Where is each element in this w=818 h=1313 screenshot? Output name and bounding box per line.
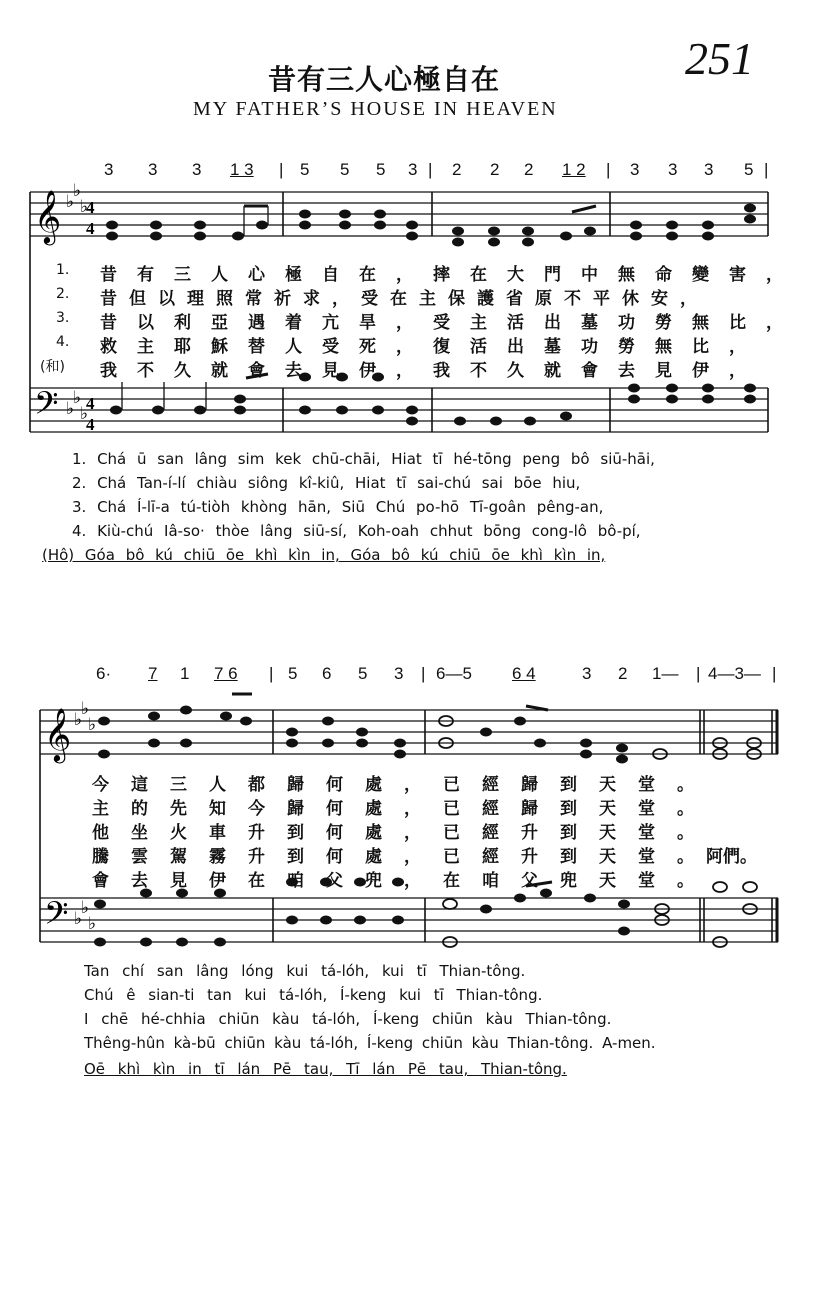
svg-text:♭: ♭ bbox=[81, 699, 90, 719]
verse-label: 1. bbox=[56, 262, 70, 278]
romanized-lyric-line: 4. Kiù-chú Iâ-so· thòe lâng siū-sí, Koh-oah chhut bōng cong-lô bô-pí, bbox=[72, 522, 641, 540]
svg-text:♭: ♭ bbox=[74, 710, 83, 730]
chinese-lyric-line: 會去見伊在咱父兜，在咱父兜天堂。 bbox=[92, 871, 716, 891]
svg-text:♭: ♭ bbox=[66, 399, 75, 419]
verse-label: (和) bbox=[40, 359, 65, 375]
chinese-lyric-line: 昔有三人心極自在，摔在大門中無命變害， bbox=[100, 265, 803, 285]
chinese-lyric-line: 主的先知今歸何處，已經歸到天堂。 bbox=[92, 799, 716, 819]
treble-staff-1 bbox=[30, 192, 768, 236]
chinese-lyric-line: 我不久就會去見伊，我不久就會去見伊， bbox=[100, 361, 766, 381]
amen-chinese: 阿們。 bbox=[706, 847, 757, 867]
svg-text:4: 4 bbox=[86, 394, 95, 413]
romanized-lyric-line: Tan chí san lâng lóng kui tá-lóh, kui tī Thian-tông. bbox=[84, 962, 526, 980]
treble-clef-icon: 𝄞 bbox=[44, 707, 72, 761]
chinese-lyric-line: 救主耶穌替人受死，復活出墓功勞無比， bbox=[100, 337, 766, 357]
bass-staff-1 bbox=[30, 388, 768, 432]
bass-clef-icon: 𝄢 bbox=[34, 385, 59, 429]
svg-text:♭: ♭ bbox=[81, 898, 90, 918]
chinese-lyric-line: 昔但以理照常祈求，受在主保護省原不平休安， bbox=[100, 289, 709, 309]
romanized-lyric-line: 1. Chá ū san lâng sim kek chū-chāi, Hiat tī hé-tōng peng bô siū-hāi, bbox=[72, 450, 655, 468]
bass-clef-icon: 𝄢 bbox=[44, 895, 69, 939]
svg-text:♭: ♭ bbox=[80, 197, 89, 217]
svg-text:♭: ♭ bbox=[66, 192, 75, 212]
romanized-lyric-line: Chú ê sian-ti tan kui tá-lóh, Í-keng kui tī Thian-tông. bbox=[84, 986, 543, 1004]
svg-text:4: 4 bbox=[86, 415, 95, 434]
romanized-lyric-line: Thêng-hûn kà-bū chiūn kàu tá-lóh, Í-keng chiūn kàu Thian-tông. A-men. bbox=[84, 1034, 656, 1052]
chinese-lyric-line: 昔以利亞遇着亢旱，受主活出墓功勞無比， bbox=[100, 313, 803, 333]
svg-text:♭: ♭ bbox=[73, 388, 82, 408]
svg-text:♭: ♭ bbox=[74, 909, 83, 929]
hymn-title-english: MY FATHER’S HOUSE IN HEAVEN bbox=[193, 98, 558, 120]
romanized-lyric-line: 3. Chá Í-lī-a tú-tiòh khòng hān, Siū Chú po-hō Tī-goân pêng-an, bbox=[72, 498, 604, 516]
verse-label: 2. bbox=[56, 286, 70, 302]
jianpu-row-1: 3 3 3 1 3 | 5 5 5 3 | 2 2 2 1 2 | 3 3 3 5 | bbox=[104, 160, 769, 179]
chinese-lyric-line: 今這三人都歸何處，已經歸到天堂。 bbox=[92, 775, 716, 795]
svg-text:♭: ♭ bbox=[80, 404, 89, 424]
svg-text:♭: ♭ bbox=[88, 914, 97, 934]
chinese-lyric-line: 他坐火車升到何處，已經升到天堂。 bbox=[92, 823, 716, 843]
romanized-lyric-line: I chē hé-chhia chiūn kàu tá-lóh, Í-keng chiūn kàu Thian-tông. bbox=[84, 1010, 612, 1028]
svg-text:♭: ♭ bbox=[73, 181, 82, 201]
bass-staff-2 bbox=[40, 898, 778, 942]
verse-label: 4. bbox=[56, 334, 70, 350]
romanized-lyric-line: Oē khì kìn in tī lán Pē tau, Tī lán Pē tau, Thian-tông. bbox=[84, 1060, 567, 1078]
treble-clef-icon: 𝄞 bbox=[34, 189, 62, 243]
verse-label: 3. bbox=[56, 310, 70, 326]
svg-text:♭: ♭ bbox=[88, 715, 97, 735]
hymn-title-chinese: 昔有三人心極自在 bbox=[268, 63, 501, 96]
romanized-lyric-line: (Hô) Góa bô kú chiū ōe khì kìn in, Góa bô kú chiū ōe khì kìn in, bbox=[42, 546, 606, 564]
svg-text:4: 4 bbox=[86, 219, 95, 238]
svg-text:4: 4 bbox=[86, 198, 95, 217]
jianpu-row-2: 6· 7 1 7 6 | 5 6 5 3 | 6—5 6 4 3 2 1— | 4—3— | bbox=[96, 664, 777, 683]
romanized-lyric-line: 2. Chá Tan-í-lí chiàu siông kî-kiû, Hiat tī sai-chú sai bōe hiu, bbox=[72, 474, 581, 492]
treble-notes-2 bbox=[98, 694, 761, 764]
chinese-lyric-line: 騰雲駕霧升到何處，已經升到天堂。 bbox=[92, 847, 716, 867]
hymn-number: 251 bbox=[685, 33, 754, 84]
